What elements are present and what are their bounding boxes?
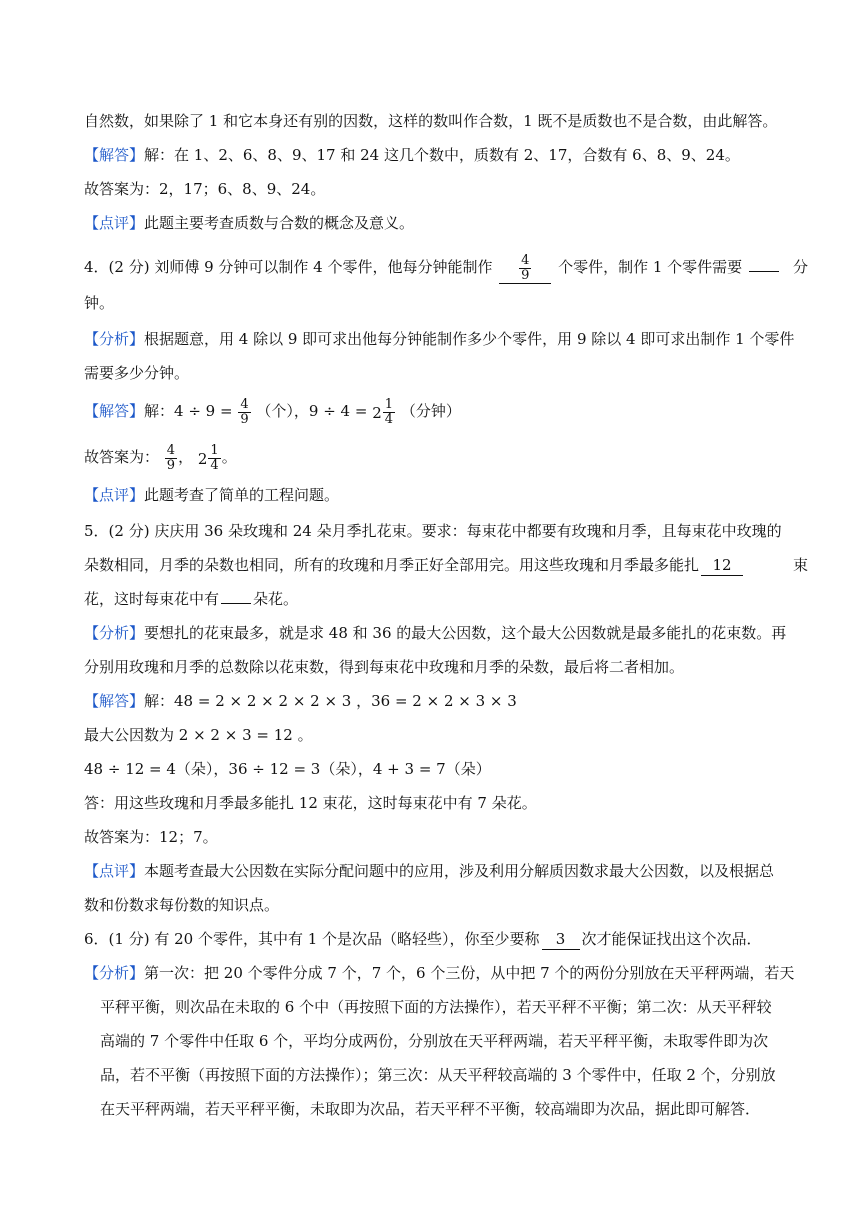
fraction-denominator: 9 [166, 457, 176, 473]
q4-text-tail: 分 [792, 258, 808, 276]
review-tag: 【点评】 [84, 486, 145, 504]
text-line [100, 1096, 808, 1122]
text-line [84, 688, 808, 714]
q4-answer-c: （分钟） [400, 402, 461, 420]
text-line [84, 586, 808, 612]
fraction-numerator: 4 [521, 252, 530, 268]
q6-analysis-5: 在天平秤两端，若天平秤平衡，未取即为次品，若天平秤不平衡，较高端即为次品，据此即可解答． [100, 1100, 761, 1118]
fraction-numerator: 4 [240, 396, 249, 412]
text-line [84, 360, 808, 386]
q4-answer-mixed-number [372, 395, 396, 430]
fraction-denominator: 4 [384, 412, 394, 427]
fraction-numerator: 1 [210, 443, 219, 458]
q3-answer: 解：在 1、2、6、8、9、17 和 24 这几个数中，质数有 2、17，合数有 6、8、9、24。 [144, 146, 740, 164]
q3-final: 故答案为：2，17；6、8、9、24。 [84, 180, 326, 198]
mixed-whole: 2 [197, 449, 208, 468]
q5-question-3a: 花，这时每束花中有 [84, 590, 220, 608]
answer-tag: 【解答】 [84, 692, 145, 710]
q5-blank-2 [221, 603, 251, 604]
analysis-tag: 【分析】 [84, 330, 145, 348]
q5-analysis-2: 分别用玫瑰和月季的总数除以花束数，得到每束花中玫瑰和月季的朵数，最后将二者相加。 [84, 658, 685, 676]
text-line [84, 176, 808, 202]
text-line [84, 552, 808, 578]
fraction-numerator: 1 [384, 397, 394, 412]
q4-answer-a: 解：4 ÷ 9 = [144, 402, 233, 420]
mixed-fraction [383, 398, 395, 427]
q5-review-2: 数和份数求每份数的知识点。 [84, 896, 280, 914]
q5-answer-3: 48 ÷ 12 = 4（朵），36 ÷ 12 = 3（朵），4 + 3 = 7（朵） [84, 760, 491, 778]
text-line [84, 858, 808, 884]
q4-analysis-1: 根据题意，用 4 除以 9 即可求出他每分钟能制作多少个零件，用 9 除以 4 即可求出制作 1 个零件 [144, 330, 795, 348]
q6-question-b: 次才能保证找出这个次品． [581, 930, 762, 948]
text-line [84, 210, 808, 236]
answer-tag: 【解答】 [84, 146, 145, 164]
text-line [84, 518, 808, 544]
review-tag: 【点评】 [84, 214, 145, 232]
q4-final-end: 。 [221, 448, 237, 466]
q4-answer-b: （个），9 ÷ 4 = [256, 402, 368, 420]
q5-answer-4: 答：用这些玫瑰和月季最多能扎 12 束花，这时每束花中有 7 朵花。 [84, 794, 537, 812]
q5-blank-1: 12 [701, 555, 743, 576]
text-line [84, 892, 808, 918]
answer-tag: 【解答】 [84, 402, 145, 420]
q5-answer-2: 最大公因数为 2 × 2 × 3 = 12 。 [84, 726, 313, 744]
q5-question-3b: 朵花。 [253, 590, 299, 608]
q4-review: 此题考查了简单的工程问题。 [144, 486, 340, 504]
q4-blank-1 [499, 254, 551, 284]
text-line [84, 790, 808, 816]
q5-question-2b: 束 [792, 556, 808, 574]
q4-question [84, 250, 808, 284]
q4-answer [84, 394, 808, 428]
q5-answer-1: 解：48 = 2 × 2 × 2 × 2 × 3 ，36 = 2 × 2 × 3 × 3 [144, 692, 517, 710]
q6-analysis-4: 品，若不平衡（再按照下面的方法操作）；第三次：从天平秤较高端的 3 个零件中，任取 2 个，分别放 [100, 1066, 776, 1084]
q6-analysis-1: 第一次：把 20 个零件分成 7 个，7 个，6 个三份，从中把 7 个的两份分别放在天平秤两端，若天 [144, 964, 795, 982]
q4-text-head: 4．(2 分) 刘师傅 9 分钟可以制作 4 个零件，他每分钟能制作 [84, 258, 493, 276]
q4-blank-2 [749, 271, 779, 272]
text-line [84, 756, 808, 782]
q4-blank1-fraction [519, 254, 531, 283]
analysis-tag: 【分析】 [84, 624, 145, 642]
q3-review: 此题主要考查质数与合数的概念及意义。 [144, 214, 415, 232]
text-line [84, 824, 808, 850]
q4-final [84, 440, 808, 474]
text-line [84, 108, 808, 134]
text-line [100, 1062, 808, 1088]
q4-text-wrap: 钟。 [84, 294, 115, 312]
text-line [84, 654, 808, 680]
mixed-whole: 2 [372, 403, 382, 422]
q6-analysis-3: 高端的 7 个零件中任取 6 个，平均分成两份，分别放在天平秤两端，若天平秤平衡，未取零件即为次 [100, 1032, 769, 1050]
fraction-denominator: 9 [240, 411, 249, 427]
text-line [84, 290, 808, 316]
text-line [84, 620, 808, 646]
q6-analysis-2: 平秤平衡，则次品在未取的 6 个中（再按照下面的方法操作），若天平秤不平衡；第二次：从天平秤较 [100, 998, 772, 1016]
text-line [100, 994, 808, 1020]
q4-final-sep: ， [178, 448, 194, 466]
q3-analysis-tail: 自然数，如果除了 1 和它本身还有别的因数，这样的数叫作合数，1 既不是质数也不是合数，由此解答。 [84, 112, 778, 130]
q4-analysis-2: 需要多少分钟。 [84, 364, 190, 382]
q4-final-mixed-number [198, 441, 222, 476]
text-line [84, 722, 808, 748]
analysis-tag: 【分析】 [84, 964, 145, 982]
q5-final: 故答案为：12；7。 [84, 828, 218, 846]
mixed-fraction [208, 444, 220, 473]
review-tag: 【点评】 [84, 862, 145, 880]
text-line [84, 926, 808, 952]
q5-question-2a: 朵数相同，月季的朵数也相同，所有的玫瑰和月季正好全部用完。用这些玫瑰和月季最多能扎 [84, 556, 700, 574]
q6-question-a: 6．(1 分) 有 20 个零件，其中有 1 个是次品（略轻些），你至少要称 [84, 930, 540, 948]
fraction-denominator: 4 [210, 458, 219, 473]
q5-analysis-1: 要想扎的花束最多，就是求 48 和 36 的最大公因数，这个最大公因数就是最多能扎的花束数。再 [144, 624, 787, 642]
text-line [84, 142, 808, 168]
fraction-numerator: 4 [166, 442, 176, 458]
fraction-denominator: 9 [521, 267, 530, 283]
q5-review-1: 本题考查最大公因数在实际分配问题中的应用，涉及利用分解质因数求最大公因数，以及根据总 [144, 862, 775, 880]
text-line [84, 482, 808, 508]
q4-text-mid: 个零件，制作 1 个零件需要 [558, 258, 743, 276]
q6-blank: 3 [542, 929, 580, 950]
text-line [84, 960, 808, 986]
q5-question-1: 5．(2 分) 庆庆用 36 朵玫瑰和 24 朵月季扎花束。要求：每束花中都要有玫瑰和月季，且每束花中玫瑰的 [84, 522, 782, 540]
q4-final-fraction [165, 444, 177, 473]
q4-final-label: 故答案为： [84, 448, 160, 466]
q4-answer-fraction [238, 398, 250, 427]
text-line [84, 326, 808, 352]
text-line [100, 1028, 808, 1054]
